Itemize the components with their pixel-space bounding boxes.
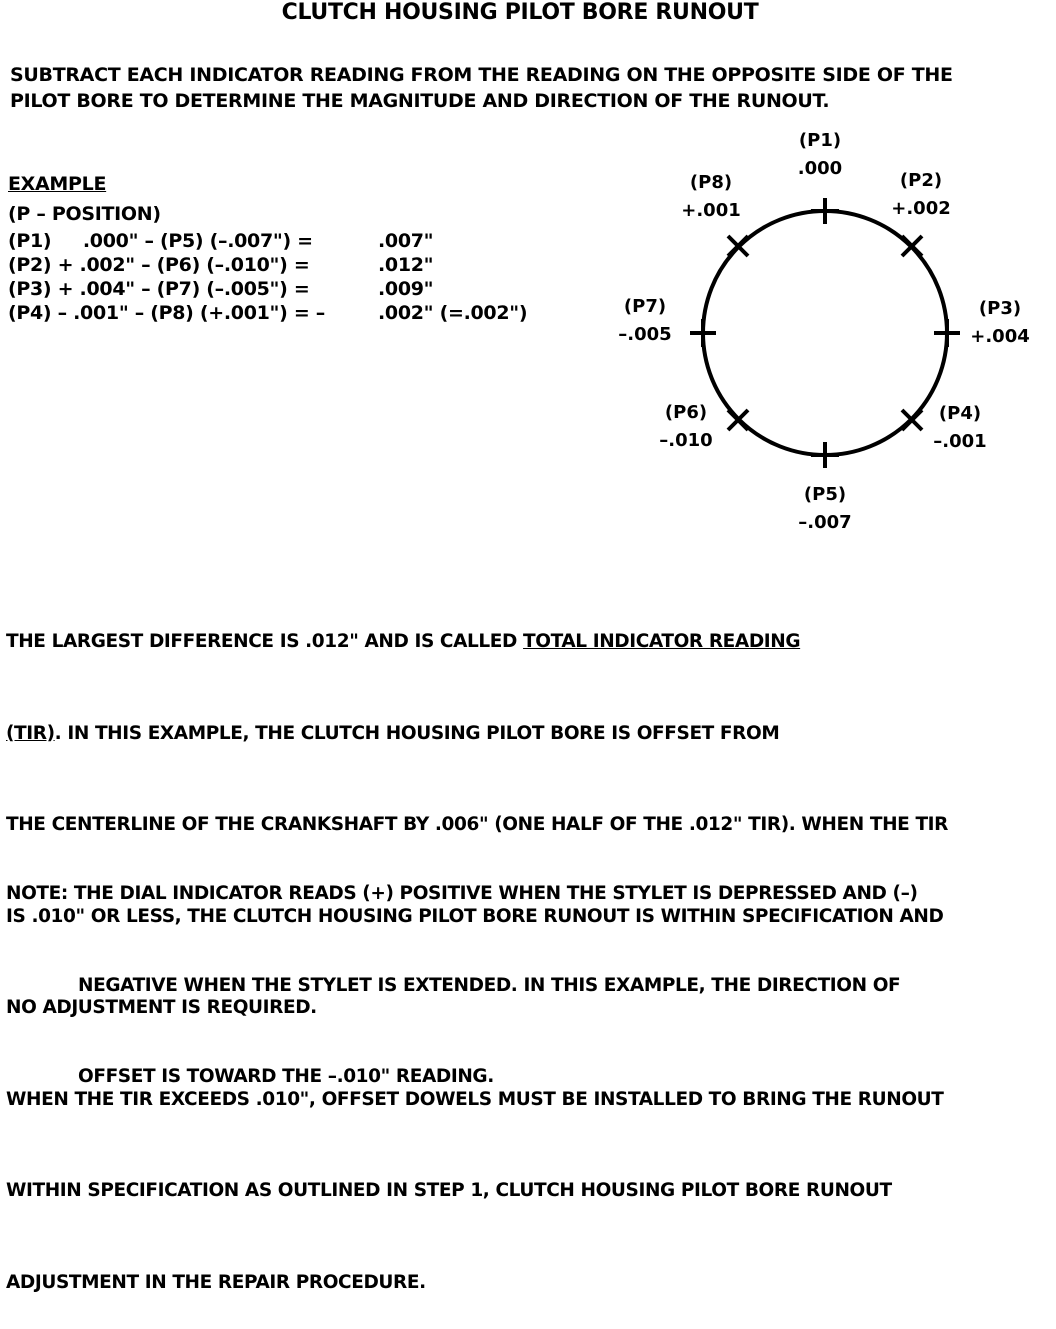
p1-label: [765, 130, 875, 180]
p5-label: [770, 484, 880, 534]
body-text: THE LARGEST DIFFERENCE IS .012" AND IS CALLED: [6, 631, 524, 652]
page-title: CLUTCH HOUSING PILOT BORE RUNOUT: [281, 0, 759, 25]
p1-reading: .000: [797, 158, 843, 179]
body-text: . IN THIS EXAMPLE, THE CLUTCH HOUSING PILOT BORE IS OFFSET FROM: [54, 722, 780, 744]
p4-reading: –.001: [933, 431, 987, 452]
p6-id: (P6): [664, 402, 708, 423]
note-line: NEGATIVE WHEN THE STYLET IS EXTENDED. IN THIS EXAMPLE, THE DIRECTION OF: [78, 974, 901, 996]
p1-id: (P1): [798, 130, 842, 151]
tir-abbrev: (TIR): [6, 722, 55, 744]
p7-label: [590, 296, 700, 346]
p7-id: (P7): [623, 296, 667, 317]
note-label: NOTE:: [6, 883, 68, 904]
body-line: ADJUSTMENT IN THE REPAIR PROCEDURE.: [6, 1271, 426, 1293]
example-row-equation: (P4) – .001" – (P8) (+.001") = –: [8, 302, 325, 324]
p5-reading: –.007: [798, 512, 852, 533]
note-text: THE DIAL INDICATOR READS (+) POSITIVE WHEN THE STYLET IS DEPRESSED AND (–): [73, 883, 918, 904]
intro-line-1: SUBTRACT EACH INDICATOR READING FROM THE READING ON THE OPPOSITE SIDE OF THE: [10, 64, 953, 86]
note-line: [6, 879, 918, 910]
body-line: THE CENTERLINE OF THE CRANKSHAFT BY .006" (ONE HALF OF THE .012" TIR). WHEN THE TIR: [6, 814, 948, 835]
p2-reading: +.002: [891, 198, 951, 219]
example-row-equation: (P3) + .004" – (P7) (–.005") =: [8, 278, 310, 300]
example-row-equation: (P1) .000" – (P5) (–.007") =: [8, 230, 313, 252]
p3-reading: +.004: [970, 326, 1030, 347]
tir-term: TOTAL INDICATOR READING: [523, 631, 801, 652]
p4-label: [905, 403, 1015, 453]
example-row-result: .007": [378, 230, 434, 252]
note-line: OFFSET IS TOWARD THE –.010" READING.: [78, 1066, 494, 1087]
p6-reading: –.010: [659, 430, 713, 451]
body-line: NO ADJUSTMENT IS REQUIRED.: [6, 997, 317, 1018]
p4-id: (P4): [938, 403, 982, 424]
note: [6, 818, 918, 1123]
p7-reading: –.005: [618, 324, 672, 345]
intro-line-2: PILOT BORE TO DETERMINE THE MAGNITUDE AND DIRECTION OF THE RUNOUT.: [10, 90, 830, 112]
example-row-equation: (P2) + .002" – (P6) (–.010") =: [8, 254, 310, 276]
p6-label: [631, 402, 741, 452]
body-line: WHEN THE TIR EXCEEDS .010", OFFSET DOWELS MUST BE INSTALLED TO BRING THE RUNOUT: [6, 1088, 944, 1110]
p8-reading: +.001: [681, 200, 741, 221]
example-row-result: .002" (=.002"): [378, 302, 528, 324]
body-line: IS .010" OR LESS, THE CLUTCH HOUSING PILOT BORE RUNOUT IS WITHIN SPECIFICATION AND: [6, 905, 944, 927]
p3-id: (P3): [978, 298, 1022, 319]
p3-label: [945, 298, 1055, 348]
example-heading: EXAMPLE: [8, 173, 107, 195]
example-row-result: .012": [378, 254, 434, 276]
p8-label: [656, 172, 766, 222]
example-row-result: .009": [378, 278, 434, 300]
p2-label: [866, 170, 976, 220]
p2-id: (P2): [899, 170, 943, 191]
example-legend: (P – POSITION): [8, 203, 161, 225]
p8-id: (P8): [689, 172, 733, 193]
body-line: [6, 627, 948, 658]
body-line: [6, 719, 948, 750]
body-line: WITHIN SPECIFICATION AS OUTLINED IN STEP 1, CLUTCH HOUSING PILOT BORE RUNOUT: [6, 1180, 892, 1201]
p5-id: (P5): [803, 484, 847, 505]
